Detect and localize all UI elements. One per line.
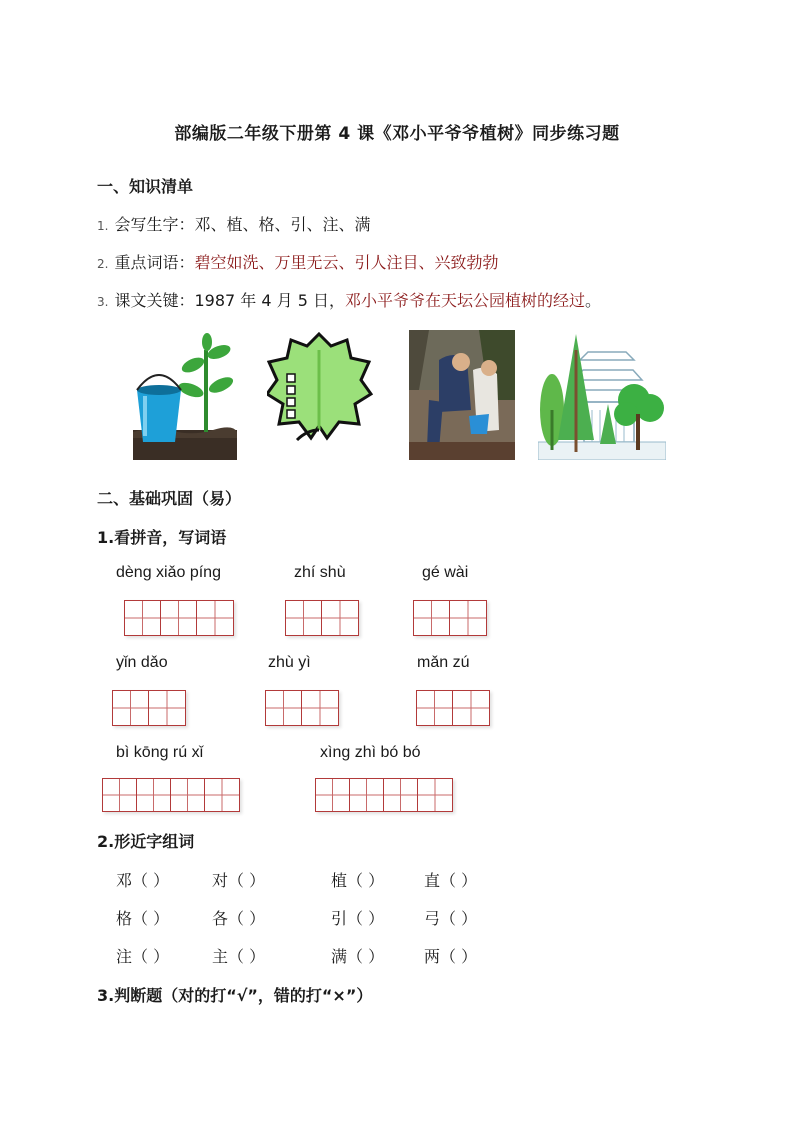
writing-grid[interactable] [112,690,186,726]
pinyin-word-8: xìng zhì bó bó [320,744,421,761]
item-number: 1. [97,219,109,233]
word-blank[interactable]: 弓（ ） [424,909,478,928]
question-1-title: 1.看拼音，写词语 [97,528,227,547]
word-blank[interactable]: 引（ ） [331,909,385,928]
writing-grid[interactable] [102,778,240,812]
item-content: 邓、植、格、引、注、满 [194,215,371,234]
word-blank[interactable]: 注（ ） [116,947,170,966]
question-2-title: 2.形近字组词 [97,832,195,851]
item-label: 重点词语： [114,253,195,272]
word-blank[interactable]: 各（ ） [212,909,266,928]
item-suffix: 。 [585,291,602,310]
pinyin-word-5: zhù yì [268,654,311,671]
bucket-sapling-image [133,330,237,460]
knowledge-item-3 [97,288,601,311]
pinyin-word-1: dèng xiǎo píng [116,564,221,581]
pinyin-word-2: zhí shù [294,564,346,581]
writing-grid[interactable] [285,600,359,636]
item-number: 2. [97,257,109,271]
word-blank[interactable]: 直（ ） [424,871,478,890]
item-date: 1987 年 4 月 5 日， [194,291,345,310]
knowledge-item-1 [97,212,370,235]
section-basics-heading: 二、基础巩固（易） [97,489,242,508]
word-blank[interactable]: 主（ ） [212,947,266,966]
word-blank[interactable]: 满（ ） [331,947,385,966]
pinyin-word-7: bì kōng rú xǐ [116,744,204,761]
item-content: 碧空如洗、万里无云、引人注目、兴致勃勃 [194,253,499,272]
writing-grid[interactable] [413,600,487,636]
tree-planting-photo [409,330,515,460]
item-content: 邓小平爷爷在天坛公园植树的经过 [344,291,585,310]
question-3-title: 3.判断题（对的打“√”，错的打“×”） [97,986,373,1005]
writing-grid[interactable] [315,778,453,812]
writing-grid[interactable] [265,690,339,726]
item-label: 会写生字： [114,215,195,234]
writing-grid[interactable] [124,600,234,636]
pinyin-word-6: mǎn zú [417,654,470,671]
item-label: 课文关键： [114,291,195,310]
temple-trees-image [538,330,666,460]
writing-grid[interactable] [416,690,490,726]
item-number: 3. [97,295,109,309]
word-blank[interactable]: 对（ ） [212,871,266,890]
word-blank[interactable]: 邓（ ） [116,871,170,890]
pinyin-word-3: gé wài [422,564,469,581]
word-blank[interactable]: 格（ ） [116,909,170,928]
pinyin-word-4: yǐn dǎo [116,654,168,671]
knowledge-item-2 [97,250,498,273]
section-knowledge-heading: 一、知识清单 [97,177,194,196]
page-title: 部编版二年级下册第 4 课《邓小平爷爷植树》同步练习题 [174,124,620,144]
word-blank[interactable]: 植（ ） [331,871,385,890]
word-blank[interactable]: 两（ ） [424,947,478,966]
leaf-image [267,330,373,452]
